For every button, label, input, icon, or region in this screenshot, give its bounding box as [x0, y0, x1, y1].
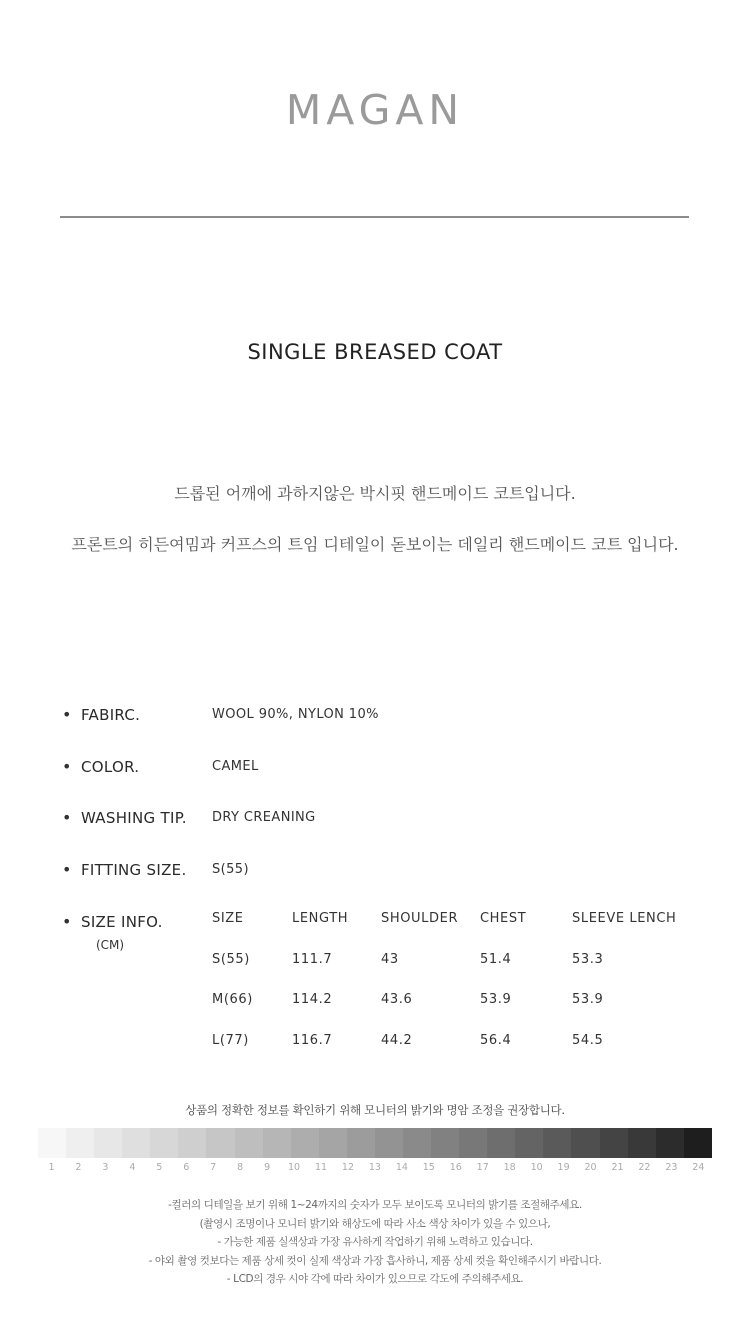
grayscale-label: 10	[530, 1162, 543, 1173]
product-title: SINGLE BREASED COAT	[247, 340, 503, 364]
size-table-cell: 114.2	[292, 992, 333, 1007]
size-table-cell: 53.3	[572, 951, 604, 967]
spec-label: FABIRC.	[81, 706, 141, 724]
grayscale-label: 17	[476, 1162, 489, 1173]
grayscale-swatch	[571, 1128, 599, 1158]
note-line: - 야외 촬영 컷보다는 제품 상세 컷이 실제 색상과 가장 흡사하니, 제품 상세 컷을 확인해주시기 바랍니다.	[148, 1254, 602, 1267]
spec-value: CAMEL	[212, 759, 259, 774]
size-table-header-cell: CHEST	[480, 911, 527, 926]
grayscale-label: 11	[314, 1162, 328, 1173]
size-table-cell: 56.4	[480, 1032, 512, 1048]
note-line: -컬러의 디테일을 보기 위해 1~24까지의 숫자가 모두 보이도록 모니터의 밝기를 조절해주세요.	[168, 1199, 582, 1211]
grayscale-label: 22	[638, 1162, 651, 1173]
size-table-cell: 111.7	[292, 951, 333, 967]
bullet-icon: •	[62, 808, 72, 827]
grayscale-label: 8	[237, 1162, 244, 1173]
header-divider	[60, 216, 689, 218]
size-table-cell: 44.2	[381, 1032, 413, 1048]
grayscale-label: 9	[264, 1162, 271, 1173]
grayscale-swatch	[628, 1128, 656, 1158]
grayscale-swatch	[263, 1128, 291, 1158]
grayscale-label: 5	[156, 1162, 163, 1173]
grayscale-swatch	[656, 1128, 684, 1158]
grayscale-swatch	[684, 1128, 712, 1158]
grayscale-swatch	[122, 1128, 150, 1158]
size-table-cell: 53.9	[480, 992, 512, 1007]
grayscale-swatch	[150, 1128, 178, 1158]
grayscale-swatch	[459, 1128, 487, 1158]
grayscale-label: 10	[288, 1162, 301, 1173]
spec-value: DRY CREANING	[212, 810, 316, 825]
grayscale-swatch	[206, 1128, 234, 1158]
size-table-header-cell: LENGTH	[292, 911, 349, 926]
grayscale-swatch	[66, 1128, 94, 1158]
note-line: (촬영시 조명이나 모니터 밝기와 해상도에 따라 사소 색상 차이가 있을 수 있으나,	[199, 1217, 551, 1230]
grayscale-swatch	[515, 1128, 543, 1158]
grayscale-swatch	[431, 1128, 459, 1158]
bullet-icon: •	[62, 757, 72, 776]
spec-washing	[62, 808, 702, 832]
grayscale-label: 21	[611, 1162, 624, 1173]
grayscale-label: 2	[75, 1162, 82, 1173]
spec-unit: (CM)	[96, 938, 125, 952]
spec-label: SIZE INFO.	[81, 913, 163, 931]
monitor-notice: 상품의 정확한 정보를 확인하기 위해 모니터의 밝기와 명암 조정을 권장합니다.	[185, 1103, 565, 1117]
grayscale-label: 20	[584, 1162, 597, 1173]
grayscale-label: 13	[368, 1162, 381, 1173]
note-line: - LCD의 경우 시야 각에 따라 차이가 있으므로 각도에 주의해주세요.	[226, 1273, 524, 1285]
grayscale-label: 18	[503, 1162, 516, 1173]
note-line: - 가능한 제품 실색상과 가장 유사하게 작업하기 위해 노력하고 있습니다.	[217, 1236, 533, 1248]
grayscale-label: 12	[341, 1162, 354, 1173]
size-table-row	[212, 952, 702, 993]
grayscale-label: 15	[422, 1162, 435, 1173]
grayscale-swatch	[543, 1128, 571, 1158]
product-description-line: 드롭된 어깨에 과하지않은 박시핏 핸드메이드 코트입니다.	[174, 484, 576, 503]
grayscale-label: 1	[48, 1162, 55, 1173]
grayscale-label: 14	[395, 1162, 408, 1173]
spec-value: WOOL 90%, NYLON 10%	[212, 707, 379, 722]
bullet-icon: •	[62, 912, 72, 931]
product-description-line: 프론트의 히든여밈과 커프스의 트임 디테일이 돋보이는 데일리 핸드메이드 코트 입니다.	[71, 535, 679, 554]
spec-color	[62, 757, 702, 781]
spec-fitting	[62, 860, 702, 884]
grayscale-label: 19	[557, 1162, 570, 1173]
grayscale-swatch	[600, 1128, 628, 1158]
grayscale-swatch	[375, 1128, 403, 1158]
size-table-cell: M(66)	[212, 992, 253, 1007]
size-table-cell: L(77)	[212, 1032, 249, 1048]
bullet-icon: •	[62, 705, 72, 724]
grayscale-swatch	[38, 1128, 66, 1158]
grayscale-swatch	[178, 1128, 206, 1158]
grayscale-label: 4	[129, 1162, 136, 1173]
size-table	[212, 911, 702, 1073]
size-table-header-cell: SHOULDER	[381, 911, 459, 926]
grayscale-labels	[38, 1162, 712, 1176]
grayscale-swatch	[319, 1128, 347, 1158]
size-table-header	[212, 911, 702, 952]
spec-label: COLOR.	[81, 758, 140, 776]
grayscale-label: 23	[665, 1162, 678, 1173]
spec-fabric	[62, 705, 702, 729]
grayscale-swatch	[403, 1128, 431, 1158]
grayscale-label: 16	[449, 1162, 462, 1173]
size-table-cell: 54.5	[572, 1032, 604, 1048]
size-table-cell: 43.6	[381, 992, 413, 1007]
grayscale-label: 24	[692, 1162, 705, 1173]
spec-value: S(55)	[212, 862, 249, 877]
size-table-row	[212, 992, 702, 1033]
grayscale-swatch	[487, 1128, 515, 1158]
size-table-header-cell: SLEEVE LENCH	[572, 911, 677, 926]
grayscale-swatch	[347, 1128, 375, 1158]
grayscale-swatch	[235, 1128, 263, 1158]
size-table-header-cell: SIZE	[212, 911, 244, 926]
size-table-cell: 43	[381, 951, 399, 967]
size-table-cell: S(55)	[212, 951, 250, 967]
grayscale-label: 7	[210, 1162, 217, 1173]
calibration-notes	[0, 1197, 750, 1290]
grayscale-bar	[38, 1128, 712, 1158]
bullet-icon: •	[62, 860, 72, 879]
grayscale-swatch	[291, 1128, 319, 1158]
size-table-cell: 53.9	[572, 992, 604, 1007]
brand-logo: MAGAN	[285, 86, 465, 134]
spec-label: WASHING TIP.	[81, 809, 187, 827]
size-table-cell: 51.4	[480, 951, 512, 967]
grayscale-label: 6	[183, 1162, 190, 1173]
spec-label: FITTING SIZE.	[81, 861, 187, 879]
grayscale-label: 3	[102, 1162, 109, 1173]
grayscale-swatch	[94, 1128, 122, 1158]
size-table-row	[212, 1033, 702, 1074]
size-table-cell: 116.7	[292, 1032, 333, 1048]
